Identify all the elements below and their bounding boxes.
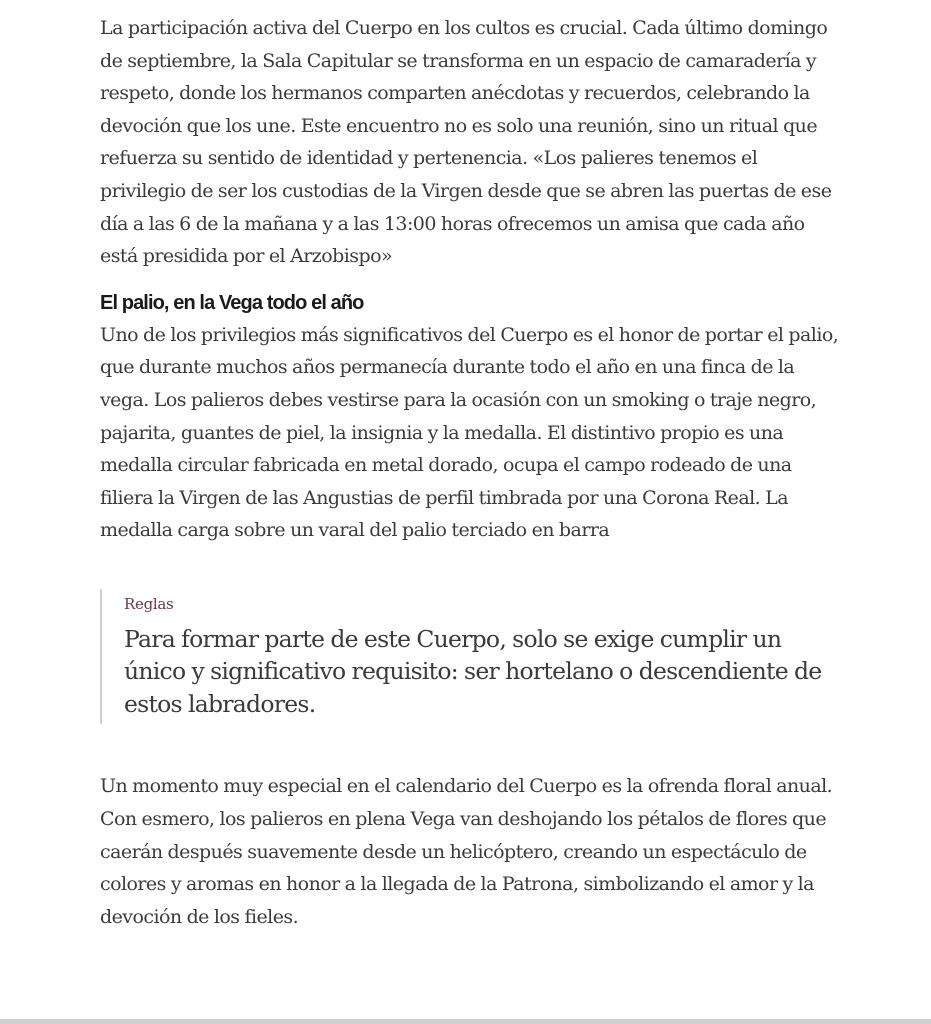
pull-quote-label: Reglas: [124, 594, 174, 613]
paragraph-cultos: La participación activa del Cuerpo en los cultos es crucial. Cada último domingo de septiembre, la Sala Capitular se transforma en un espacio de camaradería y respeto, donde los hermanos comparten anécdotas y recuerdos, celebrando la devoción que los une. Este encuentro no es solo una reunión, sino un ritual que refuerza su sentido de identidad y pertenencia. «Los palieres tenemos el privilegio de ser los custodias de la Virgen desde que se abren las puertas de ese día a las 6 de la mañana y a las 13:00 horas ofrecemos un amisa que cada año está presidida por el Arzobispo»: [100, 17, 832, 268]
pull-quote-text: Para formar parte de este Cuerpo, solo se exige cumplir un único y significativo requisito: ser hortelano o descendiente de estos labradores.: [124, 624, 822, 718]
article-body: [100, 12, 840, 933]
pull-quote: [100, 589, 840, 725]
section-heading: El palio, en la Vega todo el año: [100, 291, 364, 314]
paragraph-ofrenda: Un momento muy especial en el calendario del Cuerpo es la ofrenda floral anual. Con esmero, los palieros en plena Vega van deshojando los pétalos de flores que caerán después suavemente desde un helicóptero, creando un espectáculo de colores y aromas en honor a la llegada de la Patrona, simbolizando el amor y la devoción de los fieles.: [100, 775, 833, 928]
bottom-divider: [0, 1019, 931, 1024]
paragraph-palio: Uno de los privilegios más significativos del Cuerpo es el honor de portar el palio, que durante muchos años permanecía durante todo el año en una finca de la vega. Los palieros debes vestirse para la ocasión con un smoking o traje negro, pajarita, guantes de piel, la insignia y la medalla. El distintivo propio es una medalla circular fabricada en metal dorado, ocupa el campo rodeado de una filiera la Virgen de las Angustias de perfil timbrada por una Corona Real. La medalla carga sobre un varal del palio terciado en barra: [100, 323, 839, 542]
